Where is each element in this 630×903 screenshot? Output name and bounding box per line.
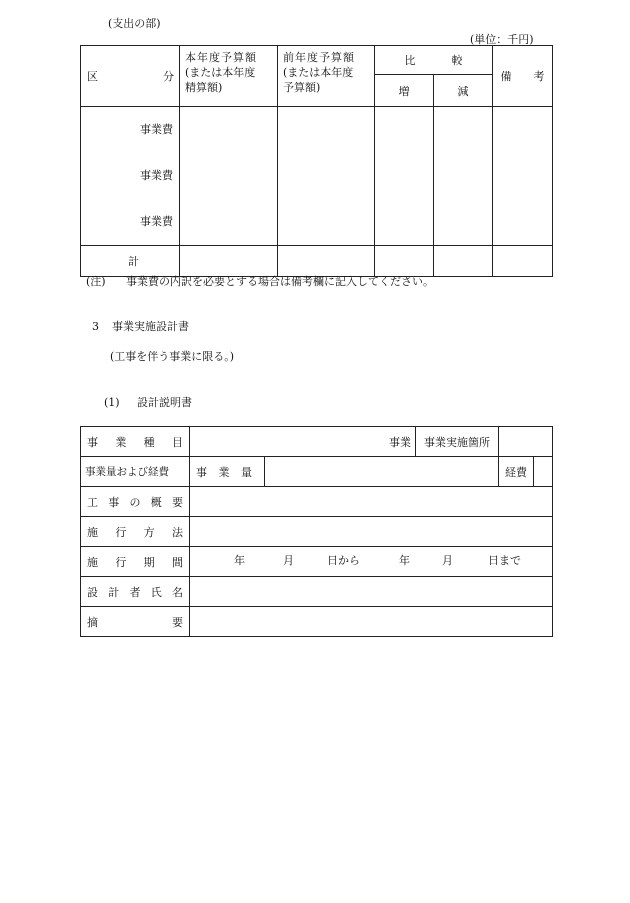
- volume-value: [265, 457, 499, 487]
- expense-row: 事業費: [140, 123, 173, 136]
- section3-subtitle: (工事を伴う事業に限る。): [110, 350, 235, 363]
- increase-cell: [375, 107, 434, 246]
- expense-row: 事業費: [140, 215, 173, 228]
- location-value: [499, 427, 553, 457]
- col-previous-year-header: 前年度予算額 (または本年度 予算額): [278, 46, 375, 107]
- method-value: [190, 517, 553, 547]
- subsection1-number: (1): [104, 396, 120, 409]
- col-comparison-header: 比 較: [375, 46, 493, 75]
- remarks-value: [190, 607, 553, 637]
- col-decrease-header: 減: [434, 75, 493, 107]
- row-method-label: 施 行 方 法: [81, 517, 190, 547]
- location-label: 事業実施箇所: [416, 427, 499, 457]
- period-value: 年 月 日から 年 月 日まで: [190, 547, 553, 577]
- decrease-cell: [434, 107, 493, 246]
- col-current-year-header: 本年度予算額 (または本年度 精算額): [180, 46, 278, 107]
- note-label: (注): [86, 275, 106, 288]
- row-volume-cost-label: 事業量および経費: [81, 457, 190, 487]
- section3-title: 事業実施設計書: [112, 320, 189, 333]
- current-year-cell: [180, 107, 278, 246]
- subsection1-title: 設計説明書: [137, 396, 192, 409]
- col-remarks-header: 備 考: [493, 46, 553, 107]
- business-type-value: 事業: [190, 427, 416, 457]
- expense-row: 事業費: [140, 169, 173, 182]
- design-description-table: [80, 426, 553, 637]
- row-designer-label: 設 計 者 氏 名: [81, 577, 190, 607]
- previous-year-cell: [278, 107, 375, 246]
- remarks-cell: [493, 107, 553, 246]
- row-period-label: 施 行 期 間: [81, 547, 190, 577]
- overview-value: [190, 487, 553, 517]
- col-category-header: 区 分: [81, 46, 180, 107]
- cost-value: [534, 457, 553, 487]
- total-label: 計: [81, 246, 180, 277]
- row-business-type-label: 事 業 種 目: [81, 427, 190, 457]
- expense-row-labels: [81, 107, 180, 246]
- expense-section-title: (支出の部): [108, 17, 161, 30]
- cost-label: 経費: [499, 457, 534, 487]
- col-increase-header: 増: [375, 75, 434, 107]
- note-text: 事業費の内訳を必要とする場合は備考欄に記入してください。: [126, 275, 434, 288]
- designer-value: [190, 577, 553, 607]
- row-overview-label: 工 事 の 概 要: [81, 487, 190, 517]
- section3-number: 3: [92, 320, 99, 333]
- volume-label: 事 業 量: [190, 457, 265, 487]
- expense-budget-table: [80, 45, 553, 277]
- unit-label: (単位：千円): [470, 33, 534, 46]
- row-remarks-label: 摘 要: [81, 607, 190, 637]
